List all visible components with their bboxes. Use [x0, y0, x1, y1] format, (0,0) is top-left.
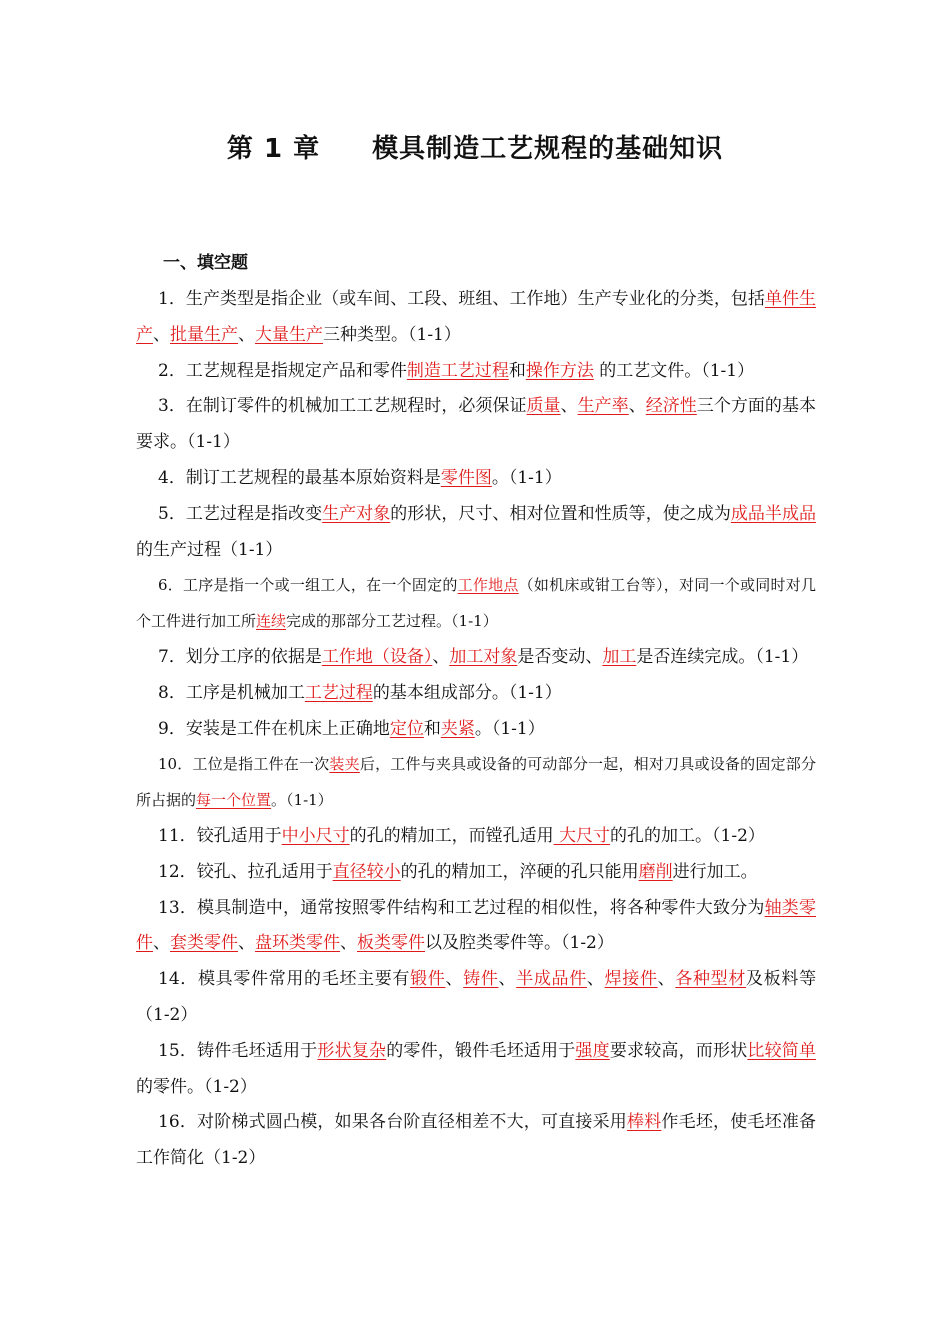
- question-text: 及板料等（1-2）: [136, 969, 817, 1025]
- question-text: 2．工艺规程是指规定产品和零件: [158, 360, 407, 381]
- question-text: 11．铰孔适用于: [158, 825, 282, 846]
- question-text: 的零件，锻件毛坯适用于: [386, 1040, 576, 1061]
- question-text: 、: [628, 396, 646, 417]
- question-item: [136, 962, 816, 1034]
- question-text: 4．制订工艺规程的最基本原始资料是: [158, 467, 441, 488]
- answer-blank: 中小尺寸: [281, 825, 350, 846]
- question-text: 、: [498, 969, 517, 990]
- question-text: 的基本组成部分。（1-1）: [372, 682, 562, 703]
- answer-blank: 套类零件: [170, 933, 238, 954]
- question-item: [136, 354, 816, 390]
- question-text: 、: [560, 396, 578, 417]
- answer-blank: 工作地点: [457, 576, 519, 595]
- answer-blank: 生产率: [577, 396, 629, 417]
- question-text: 三个方面的基本要求。（1-1）: [136, 396, 816, 453]
- question-text: 16．对阶梯式圆凸模，如果各台阶直径相差不大，可直接采用: [158, 1112, 628, 1133]
- question-text: 。（1-1）: [271, 791, 333, 810]
- question-text: 的零件。（1-2）: [136, 1076, 257, 1097]
- answer-blank: 大量生产: [255, 324, 323, 345]
- question-text: 5．工艺过程是指改变: [158, 503, 323, 524]
- question-item: [136, 891, 816, 963]
- answer-blank: 棒料: [627, 1112, 662, 1133]
- question-item: [136, 747, 816, 819]
- question-item: [136, 1034, 816, 1106]
- question-text: 要求较高，而形状: [609, 1040, 748, 1061]
- question-list: [136, 282, 816, 1177]
- question-text: （如机床或钳工台等），对同一个或同时对几个工件进行加工所: [136, 576, 817, 631]
- question-text: 和: [508, 360, 526, 381]
- question-text: 和: [423, 718, 441, 739]
- answer-blank: 加工: [602, 646, 637, 667]
- question-text: 、: [153, 324, 170, 345]
- answer-blank: 制造工艺过程: [406, 360, 509, 381]
- chapter-number: 第 1 章: [226, 134, 321, 164]
- answer-blank: 成品半成品: [730, 503, 816, 524]
- question-text: 的生产过程（1-1）: [136, 539, 283, 560]
- answer-blank: 铸件: [463, 969, 499, 990]
- question-text: 后，工件与夹具或设备的可动部分一起，相对刀具或设备的固定部分所占据的: [136, 755, 816, 810]
- question-text: 10．工位是指工件在一次: [158, 755, 330, 774]
- answer-blank: 轴类零件: [136, 897, 816, 954]
- answer-blank: 磨削: [638, 861, 673, 882]
- answer-blank: 夹紧: [440, 718, 475, 739]
- question-item: [136, 855, 816, 891]
- question-text: 15．铸件毛坯适用于: [158, 1040, 318, 1061]
- question-item: [136, 1105, 816, 1177]
- answer-blank: 比较简单: [747, 1040, 817, 1061]
- question-text: 13．模具制造中，通常按照零件结构和工艺过程的相似性，将各种零件大致分为: [158, 897, 765, 918]
- answer-blank: 生产对象: [322, 503, 391, 524]
- question-text: 进行加工。: [672, 861, 758, 882]
- question-text: 1．生产类型是指企业（或车间、工段、班组、工作地）生产专业化的分类，包括: [158, 289, 765, 309]
- answer-blank: 各种型材: [675, 969, 747, 990]
- question-text: 、: [432, 646, 450, 667]
- question-text: 8．工序是机械加工: [158, 682, 305, 703]
- answer-blank: 锻件: [410, 969, 446, 990]
- question-text: 是否连续完成。（1-1）: [636, 646, 809, 667]
- question-text: 、: [238, 324, 255, 345]
- question-text: 是否变动、: [517, 646, 603, 667]
- question-text: 、: [340, 933, 357, 954]
- answer-blank: 批量生产: [170, 324, 238, 345]
- answer-blank: 焊接件: [604, 969, 658, 990]
- answer-blank: 大尺寸: [553, 825, 611, 846]
- question-item: [136, 819, 816, 855]
- answer-blank: 定位: [389, 718, 424, 739]
- answer-blank: 操作方法: [525, 360, 594, 381]
- answer-blank: 强度: [575, 1040, 610, 1061]
- question-text: 、: [238, 933, 255, 954]
- answer-blank: 质量: [526, 396, 561, 417]
- question-text: 的工艺文件。（1-1）: [593, 360, 755, 381]
- answer-blank: 板类零件: [357, 933, 425, 954]
- question-text: 14．模具零件常用的毛坯主要有: [158, 969, 411, 990]
- answer-blank: 直径较小: [332, 861, 401, 882]
- question-text: 、: [445, 969, 464, 990]
- question-text: 的孔的精加工，淬硬的孔只能用: [400, 861, 639, 882]
- question-text: 完成的那部分工艺过程。（1-1）: [286, 612, 498, 631]
- question-text: 3．在制订零件的机械加工工艺规程时，必须保证: [158, 396, 527, 417]
- question-text: 。（1-1）: [491, 467, 562, 488]
- answer-blank: 每一个位置: [196, 791, 272, 810]
- question-item: [136, 712, 816, 748]
- question-text: 的孔的精加工，而镗孔适用: [349, 825, 554, 846]
- answer-blank: 盘环类零件: [255, 933, 340, 954]
- answer-blank: 工艺过程: [304, 682, 373, 703]
- question-text: 的孔的加工。（1-2）: [610, 825, 765, 846]
- question-item: [136, 676, 816, 712]
- answer-blank: 半成品件: [516, 969, 587, 990]
- question-text: 9．安装是工件在机床上正确地: [158, 718, 390, 739]
- answer-blank: 零件图: [440, 467, 492, 488]
- question-text: 、: [153, 933, 170, 954]
- question-item: [136, 461, 816, 497]
- answer-blank: 单件生产: [136, 289, 816, 345]
- question-text: 6．工序是指一个或一组工人，在一个固定的: [158, 576, 458, 595]
- answer-blank: 经济性: [645, 396, 697, 417]
- answer-blank: 装夹: [329, 755, 360, 774]
- question-item: [136, 640, 816, 676]
- page-title: [0, 128, 950, 165]
- question-text: 作毛坯，使毛坯准备工作简化（1-2）: [136, 1112, 817, 1169]
- question-text: 12．铰孔、拉孔适用于: [158, 861, 333, 882]
- answer-blank: 工作地（设备）: [321, 646, 433, 667]
- question-item: [136, 497, 816, 569]
- question-text: 。（1-1）: [474, 718, 545, 739]
- chapter-title: 模具制造工艺规程的基础知识: [372, 134, 724, 164]
- question-text: 、: [586, 969, 605, 990]
- question-item: [136, 282, 816, 354]
- question-text: 三种类型。（1-1）: [323, 324, 461, 345]
- question-text: 7．划分工序的依据是: [158, 646, 322, 667]
- answer-blank: 加工对象: [449, 646, 518, 667]
- question-text: 以及腔类零件等。（1-2）: [425, 933, 614, 954]
- question-text: 的形状，尺寸、相对位置和性质等，使之成为: [390, 503, 731, 524]
- question-text: 、: [657, 969, 676, 990]
- section-heading: 一、填空题: [163, 253, 248, 273]
- question-item: [136, 389, 816, 461]
- answer-blank: 形状复杂: [317, 1040, 387, 1061]
- question-item: [136, 568, 816, 640]
- answer-blank: 连续: [256, 612, 287, 631]
